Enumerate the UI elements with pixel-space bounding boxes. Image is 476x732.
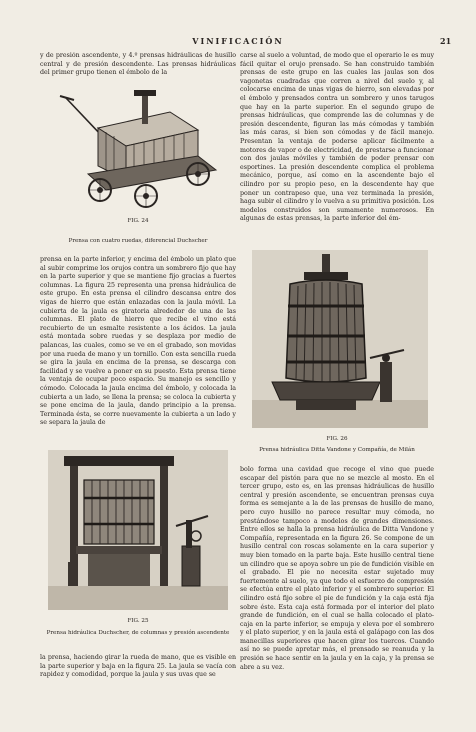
figure-24-label: FIG. 24	[127, 218, 149, 224]
col1-middle-paragraph: prensa en la parte inferior, y encima del émbolo un plato que al subir comprime los orujos contra un sombrero fijo que hay en la parte superior y que se mantiene fijo gracias a fuertes columnas. La figura 25 representa una prensa hidráulica de este grupo. En esta prensa el cilindro descansa entre dos vigas de hierro que están enlazadas con la jaula móvil. La cubierta de la jaula es giratoria alrededor de una de las columnas. El plato de hierro que recibe el vino está recubierto de un esmalte resistente a los ácidos. La jaula está montada sobre ruedas y se desplaza por medio de palancas, las cuales, como se ve en el grabado, son movidas por una rueda de mano y un tornillo. Con esta sencilla rueda se gira la jaula en encima de la prensa, se descarga con facilidad y se vuelve a poner en su puesto. Esta prensa tiene la ventaja de ocupar poco espacio. Su manejo es sencillo y cómodo. Colocada la jaula encima del émbolo, y colocada la cubierta a un lado, se llena la prensa; se coloca la cubierta y se pone encima de la jaula, dando principio a la prensa. Terminada ésta, se corre nuevamente la cubierta a un lado y se separa la jaula de	[40, 256, 236, 427]
figure-26-label: FIG. 26	[326, 436, 348, 442]
running-header-title: VINIFICACIÓN	[192, 36, 284, 46]
figure-26-photo	[252, 250, 428, 428]
col1-top-paragraph: y de presión ascendente, y 4.º prensas hidráulicas de husillo central y de presión descendente. Las prensas hidráulicas del primer grupo tienen el émbolo de la	[40, 52, 236, 77]
col2-top-paragraph: carse al suelo a voluntad, de modo que el operario le es muy fácil quitar el orujo prensado. Se han construido también prensas de este grupo en las cuales las jaulas son dos vagonetas cuadradas que corren a nivel del suelo y, al colocarse encima de unas vigas de hierro, son elevadas por el émbolo y prensados contra un sombrero y unos tarugos que hay en la parte superior. En el segundo grupo de prensas hidráulicas, que comprende las de columnas y de presión descendente, figuran las más cómodas y también las más caras, si bien son cómodas y de fácil manejo. Presentan la ventaja de poderse aplicar fácilmente a motores de vapor o de electricidad, de prestarse a funcionar con dos jaulas móviles y también de poder prensar con esportines. La presión descendente complica el problema mecánico, porque, así como en la ascendente bajo el cilindro por su propio peso, en la descendente hay que poner un contrapeso que, una vez terminada la presión, haga subir el cilindro y lo vuelva a su primitiva posición. Los modelos construidos son sumamente numerosos. En algunas de estas prensas, la parte inferior del ém-	[240, 52, 434, 223]
figure-24-caption: Prensa con cuatro ruedas, diferencial Duchscher	[68, 238, 208, 244]
figure-25-label: FIG. 25	[127, 618, 149, 624]
col1-bottom-paragraph: la prensa, haciendo girar la rueda de mano, que es visible en la parte superior y baja en la figura 25. La jaula se vacía con rapidez y comodidad, porque la jaula y sus uvas que se	[40, 654, 236, 679]
figure-24-engraving	[48, 84, 228, 212]
page-number: 21	[440, 36, 452, 46]
figure-26-caption: Prensa hidráulica Ditta Vandone y Compañía, de Milán	[259, 447, 415, 453]
figure-25-photo	[48, 450, 228, 610]
col2-bottom-paragraph: bolo forma una cavidad que recoge el vino que puede escapar del pistón para que no se mezcle al mosto. En el tercer grupo, esto es, en las prensas hidráulicas de husillo central y presión ascendente, se encuentran prensas cuya forma es semejante a la de las prensas de husillo de mano, pero cuyo husillo no parece resultar muy cómoda, no prestándose tampoco a modelos de grandes dimensiones. Entre ellos se halla la prensa hidráulica de Ditta Vandone y Compañía, representada en la figura 26. Se compone de un husillo central con roscas solamente en la cara superior y muy bien tomado en la parte baja. Este husillo central tiene un cilindro que se apoya sobre un pie de fundición visible en el grabado. El pie no necesita estar sujetado muy fuertemente al suelo, ya que todo el esfuerzo de compresión se efectúa entre el plato inferior y el sombrero superior. El cilindro está fijo sobre el pie de fundición y la caja está fija sobre éste. Esta caja está formada por el interior del plato grande de fundición, en el cual se halla colocado el plato-caja en la parte inferior, se empuja y eleva por el sombrero y el plato superior, y en la jaula está el galápago con las dos manecillas superiores que hacen girar los tuercos. Cuando así no se puede apretar más, el prensado se reanuda y la presión se hace sentir en la jaula y en la caja, y la prensa se abre a su vez.	[240, 466, 434, 671]
figure-25-caption: Prensa hidráulica Duchscher, de columnas y presión ascendente	[46, 630, 230, 636]
